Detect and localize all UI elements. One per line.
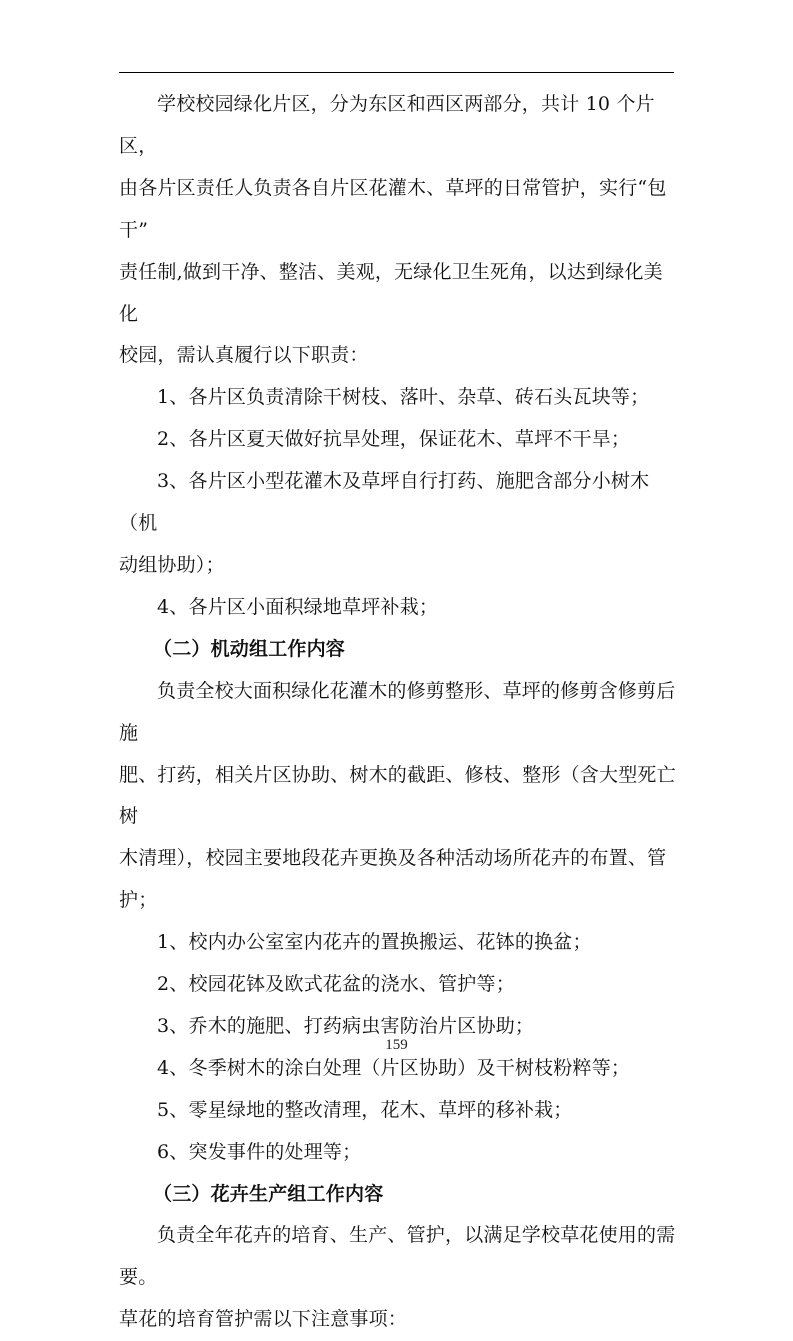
section-heading xyxy=(119,629,676,671)
text-line: 由各片区责任人负责各自片区花灌木、草坪的日常管护，实行“包干” xyxy=(119,176,667,241)
text-line: 3、乔木的施肥、打药病虫害防治片区协助； xyxy=(157,1014,535,1037)
text-line: 责任制,做到干净、整洁、美观，无绿化卫生死角，以达到绿化美化 xyxy=(119,260,663,325)
paragraph-intro xyxy=(119,84,676,377)
paragraph-mobile-team xyxy=(119,671,676,922)
text-line: 负责全校大面积绿化花灌木的修剪整形、草坪的修剪含修剪后施 xyxy=(119,679,676,744)
text-line: 2、校园花钵及欧式花盆的浇水、管护等； xyxy=(157,973,515,996)
text-line: 学校校园绿化片区，分为东区和西区两部分，共计 10 个片区， xyxy=(119,93,655,157)
heading-text: （三）花卉生产组工作内容 xyxy=(153,1182,384,1205)
list-item xyxy=(119,377,676,419)
section-heading xyxy=(119,1174,676,1216)
header-rule xyxy=(119,72,674,73)
text-line: 4、冬季树木的涂白处理（片区协助）及干树枝粉粹等； xyxy=(157,1056,631,1079)
text-line: 3、各片区小型花灌木及草坪自行打药、施肥含部分小树木（机 xyxy=(119,470,650,535)
paragraph-flower-team xyxy=(119,1215,676,1341)
heading-text: （二）机动组工作内容 xyxy=(153,637,346,660)
text-line: 1、校内办公室室内花卉的置换搬运、花钵的换盆； xyxy=(157,931,592,954)
text-line: 木清理），校园主要地段花卉更换及各种活动场所花卉的布置、管护； xyxy=(119,847,667,912)
list-item xyxy=(119,461,676,587)
list-item xyxy=(119,922,676,964)
text-line: 5、零星绿地的整改清理，花木、草坪的移补栽； xyxy=(157,1098,573,1121)
list-item xyxy=(119,1132,676,1174)
list-item xyxy=(119,1048,676,1090)
text-line: 负责全年花卉的培育、生产、管护，以满足学校草花使用的需要。 xyxy=(119,1224,676,1289)
text-line: 草花的培育管护需以下注意事项： xyxy=(119,1308,408,1331)
document-body xyxy=(119,84,676,1341)
text-line: 动组协助）； xyxy=(119,553,225,576)
list-item xyxy=(119,419,676,461)
list-item xyxy=(119,1090,676,1132)
text-line: 4、各片区小面积绿地草坪补栽； xyxy=(157,595,439,618)
text-line: 1、各片区负责清除干树枝、落叶、杂草、砖石头瓦块等； xyxy=(157,386,650,409)
list-item xyxy=(119,587,676,629)
text-line: 2、各片区夏天做好抗旱处理，保证花木、草坪不干旱； xyxy=(157,428,631,451)
text-line: 校园，需认真履行以下职责： xyxy=(119,344,369,367)
text-line: 肥、打药，相关片区协助、树木的截距、修枝、整形（含大型死亡树 xyxy=(119,763,676,828)
page-number: 159 xyxy=(385,1037,408,1053)
text-line: 6、突发事件的处理等； xyxy=(157,1140,362,1163)
list-item xyxy=(119,964,676,1006)
